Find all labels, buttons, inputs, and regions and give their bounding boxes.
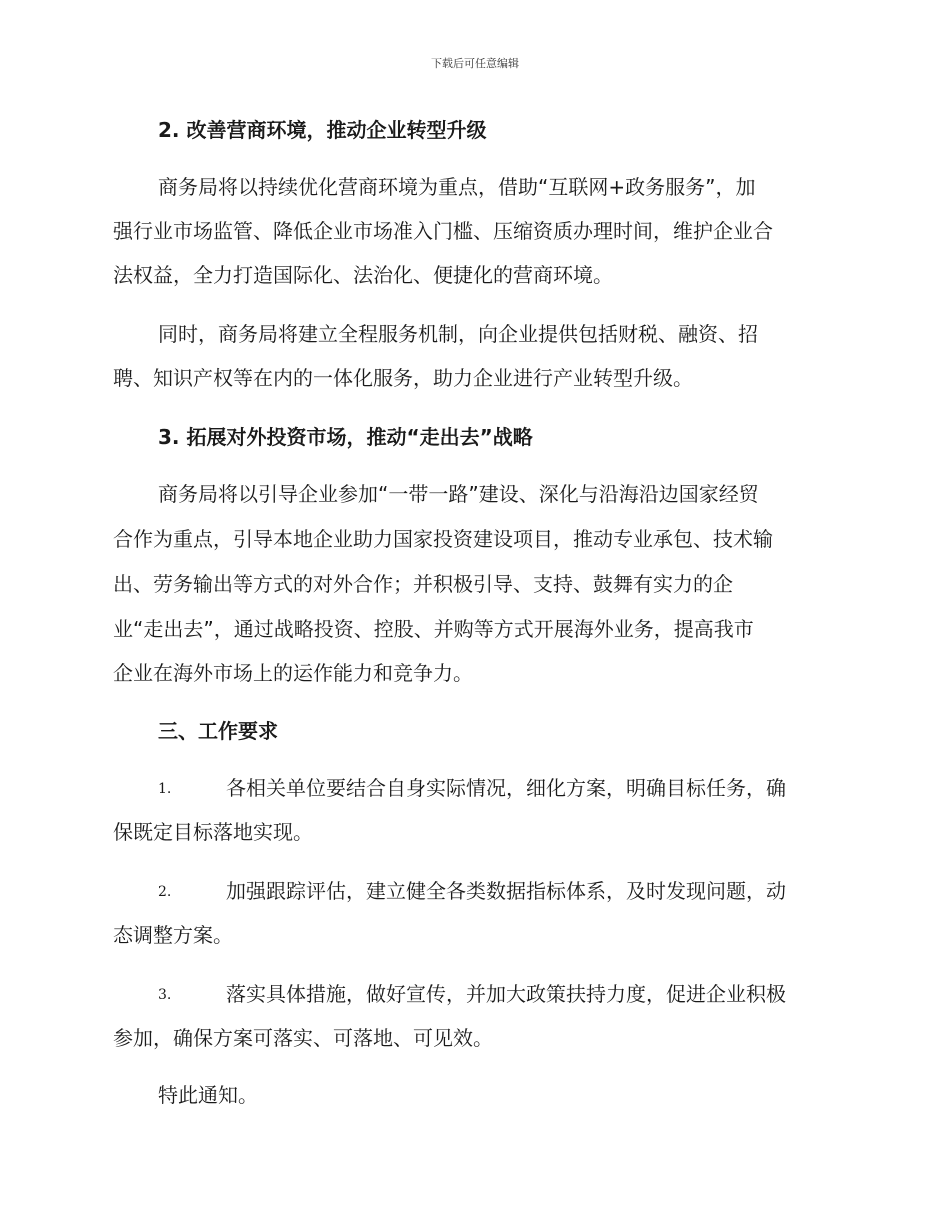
list-item-number: 2. [158, 884, 172, 900]
list-item-text: 落实具体措施，做好宣传，并加大政策扶持力度，促进企业积极 [226, 982, 786, 1006]
list-item-text: 参加，确保方案可落实、可落地、可见效。 [113, 1026, 493, 1050]
paragraph-line: 企业在海外市场上的运作能力和竞争力。 [113, 661, 473, 685]
paragraph-line: 业“走出去”，通过战略投资、控股、并购等方式开展海外业务，提高我市 [113, 617, 754, 641]
paragraph-line: 法权益，全力打造国际化、法治化、便捷化的营商环境。 [113, 263, 613, 287]
list-item-text: 各相关单位要结合自身实际情况，细化方案，明确目标任务，确 [226, 776, 786, 800]
paragraph-line: 出、劳务输出等方式的对外合作；并积极引导、支持、鼓舞有实力的企 [113, 572, 733, 596]
section-heading-2: 2. 改善营商环境，推动企业转型升级 [158, 118, 487, 142]
paragraph-line: 强行业市场监管、降低企业市场准入门槛、压缩资质办理时间，维护企业合 [113, 219, 773, 243]
requirements-heading: 三、工作要求 [158, 719, 278, 743]
paragraph-line: 商务局将以持续优化营商环境为重点，借助“互联网+政务服务”，加 [158, 175, 756, 199]
list-item-text: 保既定目标落地实现。 [113, 820, 313, 844]
page-header-note: 下载后可任意编辑 [431, 57, 519, 70]
closing-text: 特此通知。 [158, 1083, 258, 1107]
paragraph-line: 聘、知识产权等在内的一体化服务，助力企业进行产业转型升级。 [113, 366, 693, 390]
list-item-number: 1. [158, 781, 172, 797]
section-heading-3: 3. 拓展对外投资市场，推动“走出去”战略 [158, 425, 533, 449]
paragraph-line: 合作为重点，引导本地企业助力国家投资建设项目，推动专业承包、技术输 [113, 527, 773, 551]
list-item-number: 3. [158, 987, 172, 1003]
paragraph-line: 商务局将以引导企业参加“一带一路”建设、深化与沿海沿边国家经贸 [158, 482, 759, 506]
paragraph-line: 同时，商务局将建立全程服务机制，向企业提供包括财税、融资、招 [158, 322, 758, 346]
list-item-text: 加强跟踪评估，建立健全各类数据指标体系，及时发现问题，动 [226, 879, 786, 903]
list-item-text: 态调整方案。 [113, 923, 233, 947]
